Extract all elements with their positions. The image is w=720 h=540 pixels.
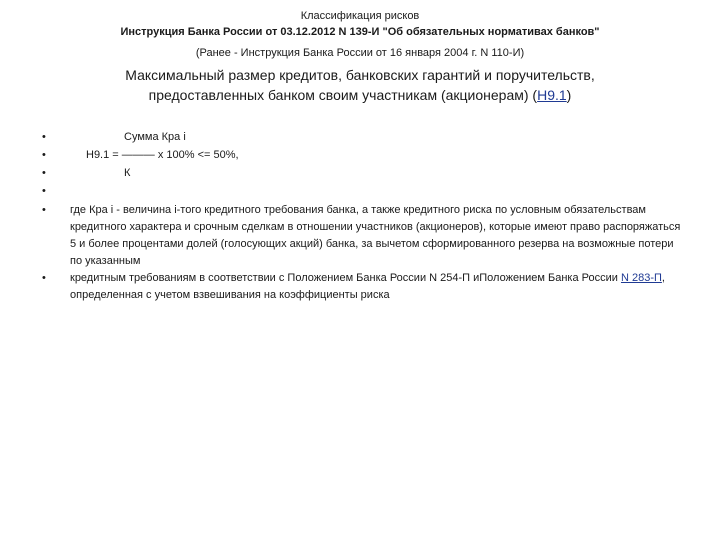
regulation-text-end: , определенная с учетом взвешивания на коэффициенты риска bbox=[70, 272, 665, 301]
list-item bbox=[42, 182, 682, 200]
bullet-dot-icon: • bbox=[42, 272, 46, 284]
bullet-list bbox=[42, 128, 682, 304]
formula-denominator: К bbox=[124, 167, 131, 179]
definition-text: где Кра i - величина i-того кредитного требования банка, а также кредитного риска по условным обязательствам кредитного характера и срочным сделкам в отношении участников (акционеров), которые имеют право распоряжаться 5 и более процентами долей (голосующих акций) банка, за вычетом сформированного резерва на возможные потери по указанным bbox=[70, 204, 681, 267]
list-item bbox=[42, 128, 682, 146]
bullet-dot-icon: • bbox=[42, 204, 46, 216]
formula-numerator: Сумма Кра i bbox=[124, 131, 186, 143]
regulation-text: кредитным требованиям в соответствии с Положением Банка России N 254-П иПоложением Банка России bbox=[70, 272, 621, 284]
slide-heading: Классификация рисков bbox=[300, 10, 420, 22]
bullet-dot-icon: • bbox=[42, 185, 46, 197]
list-item bbox=[42, 202, 682, 270]
previous-instruction-note: (Ранее - Инструкция Банка России от 16 января 2004 г. N 110-И) bbox=[195, 47, 525, 59]
bullet-dot-icon: • bbox=[42, 167, 46, 179]
title-block bbox=[60, 8, 660, 105]
list-item bbox=[42, 164, 682, 182]
normative-title-line-1: Максимальный размер кредитов, банковских гарантий и поручительств, bbox=[125, 67, 595, 83]
closing-paren: ) bbox=[566, 87, 572, 103]
n283-link[interactable]: N 283-П bbox=[620, 272, 662, 284]
normative-title-text: предоставленных банком своим участникам (акционерам) ( bbox=[148, 87, 538, 103]
empty-line bbox=[70, 182, 682, 200]
formula-main: Н9.1 = ——— x 100% <= 50%, bbox=[86, 149, 239, 161]
bullet-dot-icon: • bbox=[42, 149, 46, 161]
h91-link[interactable]: Н9.1 bbox=[537, 87, 567, 103]
normative-title-line-2 bbox=[60, 85, 660, 105]
instruction-title: Инструкция Банка России от 03.12.2012 N 139-И "Об обязательных нормативах банков" bbox=[120, 26, 600, 38]
list-item bbox=[42, 146, 682, 164]
bullet-dot-icon: • bbox=[42, 131, 46, 143]
list-item bbox=[42, 270, 682, 304]
regulation-reference bbox=[70, 270, 682, 304]
normative-title bbox=[60, 65, 660, 105]
